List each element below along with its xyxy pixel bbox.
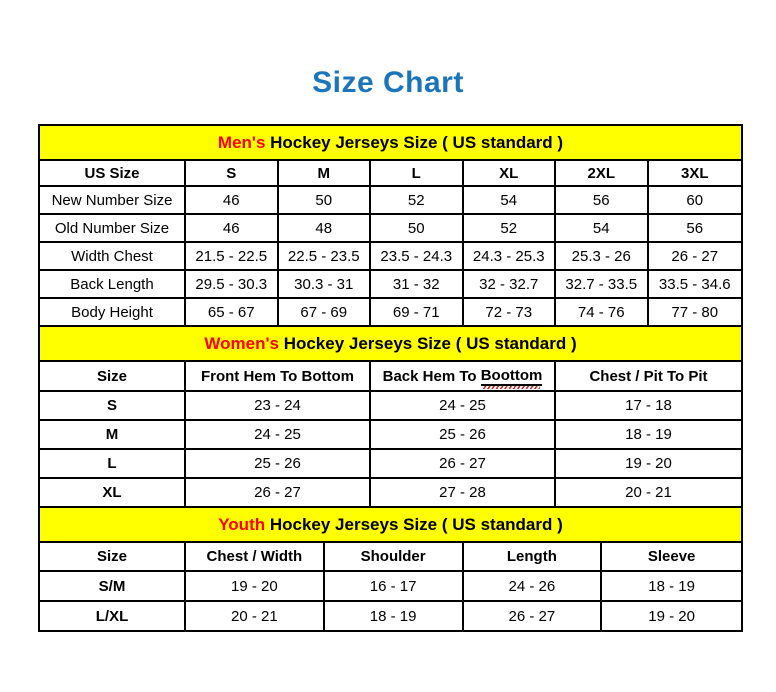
table-row bbox=[40, 243, 741, 271]
column-header-us-size: US Size bbox=[40, 161, 186, 185]
youth-title-rest: Hockey Jerseys Size ( US standard ) bbox=[265, 514, 563, 534]
womens-rows bbox=[40, 392, 741, 508]
youth-title-highlight: Youth bbox=[218, 514, 266, 534]
size-value-cell: 23 - 24 bbox=[186, 392, 371, 419]
youth-section bbox=[40, 508, 741, 630]
size-value-cell: 26 - 27 bbox=[671, 247, 719, 265]
table-row bbox=[40, 187, 741, 215]
row-label: L/XL bbox=[40, 602, 186, 630]
size-value-cell: 54 bbox=[464, 187, 557, 213]
column-header-size: Size bbox=[40, 543, 186, 570]
size-value-cell: 54 bbox=[556, 215, 649, 241]
row-label: Old Number Size bbox=[40, 215, 186, 241]
size-value-cell: 26 - 27 bbox=[371, 450, 556, 477]
youth-section-title bbox=[40, 508, 741, 543]
row-label: Back Length bbox=[40, 271, 186, 297]
column-header-size: Size bbox=[40, 362, 186, 390]
mens-header-row bbox=[40, 161, 741, 187]
table-row bbox=[40, 421, 741, 450]
column-header-3xl: 3XL bbox=[680, 164, 709, 182]
column-header-m: M bbox=[279, 161, 372, 185]
column-header-back-hem bbox=[371, 362, 556, 390]
womens-section bbox=[40, 327, 741, 508]
size-value-cell: 18 - 19 bbox=[648, 577, 695, 595]
size-value-cell: 20 - 21 bbox=[625, 484, 672, 501]
size-value-cell: 67 - 69 bbox=[279, 299, 372, 325]
size-value-cell: 20 - 21 bbox=[186, 602, 325, 630]
table-row bbox=[40, 392, 741, 421]
column-header-length: Length bbox=[464, 543, 603, 570]
womens-title-rest: Hockey Jerseys Size ( US standard ) bbox=[278, 333, 577, 353]
size-value-cell: 65 - 67 bbox=[186, 299, 279, 325]
size-value-cell: 27 - 28 bbox=[371, 479, 556, 506]
size-value-cell: 23.5 - 24.3 bbox=[371, 243, 464, 269]
size-value-cell: 46 bbox=[186, 187, 279, 213]
column-header-2xl: 2XL bbox=[556, 161, 649, 185]
table-row bbox=[40, 299, 741, 327]
size-value-cell: 22.5 - 23.5 bbox=[279, 243, 372, 269]
mens-rows bbox=[40, 187, 741, 327]
womens-section-title bbox=[40, 327, 741, 362]
back-hem-misspelled-word: Boottom bbox=[480, 366, 543, 384]
size-value-cell: 19 - 20 bbox=[625, 455, 672, 472]
size-value-cell: 74 - 76 bbox=[556, 299, 649, 325]
size-value-cell: 26 - 27 bbox=[464, 602, 603, 630]
row-label: New Number Size bbox=[40, 187, 186, 213]
table-row bbox=[40, 450, 741, 479]
size-value-cell: 16 - 17 bbox=[325, 572, 464, 600]
column-header-chest-pit: Chest / Pit To Pit bbox=[589, 367, 708, 385]
back-hem-prefix: Back Hem To bbox=[382, 367, 481, 385]
size-value-cell: 19 - 20 bbox=[648, 607, 695, 625]
womens-title-highlight: Women's bbox=[204, 333, 279, 353]
size-value-cell: 21.5 - 22.5 bbox=[186, 243, 279, 269]
size-value-cell: 46 bbox=[186, 215, 279, 241]
column-header-l: L bbox=[371, 161, 464, 185]
size-value-cell: 56 bbox=[556, 187, 649, 213]
page-title: Size Chart bbox=[312, 66, 464, 99]
table-row bbox=[40, 572, 741, 602]
size-value-cell: 18 - 19 bbox=[325, 602, 464, 630]
size-value-cell: 48 bbox=[279, 215, 372, 241]
row-label: S bbox=[40, 392, 186, 419]
row-label: L bbox=[40, 450, 186, 477]
size-value-cell: 24 - 25 bbox=[371, 392, 556, 419]
size-value-cell: 60 bbox=[686, 191, 704, 209]
column-header-s: S bbox=[186, 161, 279, 185]
size-value-cell: 31 - 32 bbox=[371, 271, 464, 297]
size-value-cell: 26 - 27 bbox=[186, 479, 371, 506]
mens-title-highlight: Men's bbox=[217, 132, 266, 152]
size-value-cell: 52 bbox=[464, 215, 557, 241]
size-chart-table bbox=[38, 124, 743, 632]
column-header-shoulder: Shoulder bbox=[325, 543, 464, 570]
size-value-cell: 25 - 26 bbox=[371, 421, 556, 448]
row-label: S/M bbox=[40, 572, 186, 600]
size-value-cell: 29.5 - 30.3 bbox=[186, 271, 279, 297]
mens-title-rest: Hockey Jerseys Size ( US standard ) bbox=[265, 132, 564, 152]
size-value-cell: 24.3 - 25.3 bbox=[464, 243, 557, 269]
size-value-cell: 24 - 26 bbox=[464, 572, 603, 600]
size-value-cell: 52 bbox=[371, 187, 464, 213]
size-value-cell: 18 - 19 bbox=[625, 426, 672, 443]
mens-section-title bbox=[40, 126, 741, 161]
youth-rows bbox=[40, 572, 741, 630]
column-header-front-hem: Front Hem To Bottom bbox=[186, 362, 371, 390]
table-row bbox=[40, 479, 741, 508]
column-header-sleeve: Sleeve bbox=[647, 548, 696, 565]
table-row bbox=[40, 271, 741, 299]
size-value-cell: 25 - 26 bbox=[186, 450, 371, 477]
table-row bbox=[40, 215, 741, 243]
size-value-cell: 32.7 - 33.5 bbox=[556, 271, 649, 297]
size-value-cell: 32 - 32.7 bbox=[464, 271, 557, 297]
size-value-cell: 24 - 25 bbox=[186, 421, 371, 448]
column-header-xl: XL bbox=[464, 161, 557, 185]
size-value-cell: 25.3 - 26 bbox=[556, 243, 649, 269]
size-value-cell: 77 - 80 bbox=[671, 303, 719, 321]
size-value-cell: 33.5 - 34.6 bbox=[658, 275, 731, 293]
column-header-chest-width: Chest / Width bbox=[186, 543, 325, 570]
size-value-cell: 69 - 71 bbox=[371, 299, 464, 325]
size-value-cell: 50 bbox=[371, 215, 464, 241]
size-value-cell: 50 bbox=[279, 187, 372, 213]
womens-header-row bbox=[40, 362, 741, 392]
size-value-cell: 19 - 20 bbox=[186, 572, 325, 600]
mens-section bbox=[40, 126, 741, 327]
row-label: M bbox=[40, 421, 186, 448]
row-label: Width Chest bbox=[40, 243, 186, 269]
table-row bbox=[40, 602, 741, 630]
row-label: XL bbox=[40, 479, 186, 506]
size-value-cell: 56 bbox=[686, 219, 704, 237]
size-value-cell: 72 - 73 bbox=[464, 299, 557, 325]
size-value-cell: 30.3 - 31 bbox=[279, 271, 372, 297]
size-value-cell: 17 - 18 bbox=[625, 397, 672, 414]
row-label: Body Height bbox=[40, 299, 186, 325]
youth-header-row bbox=[40, 543, 741, 572]
